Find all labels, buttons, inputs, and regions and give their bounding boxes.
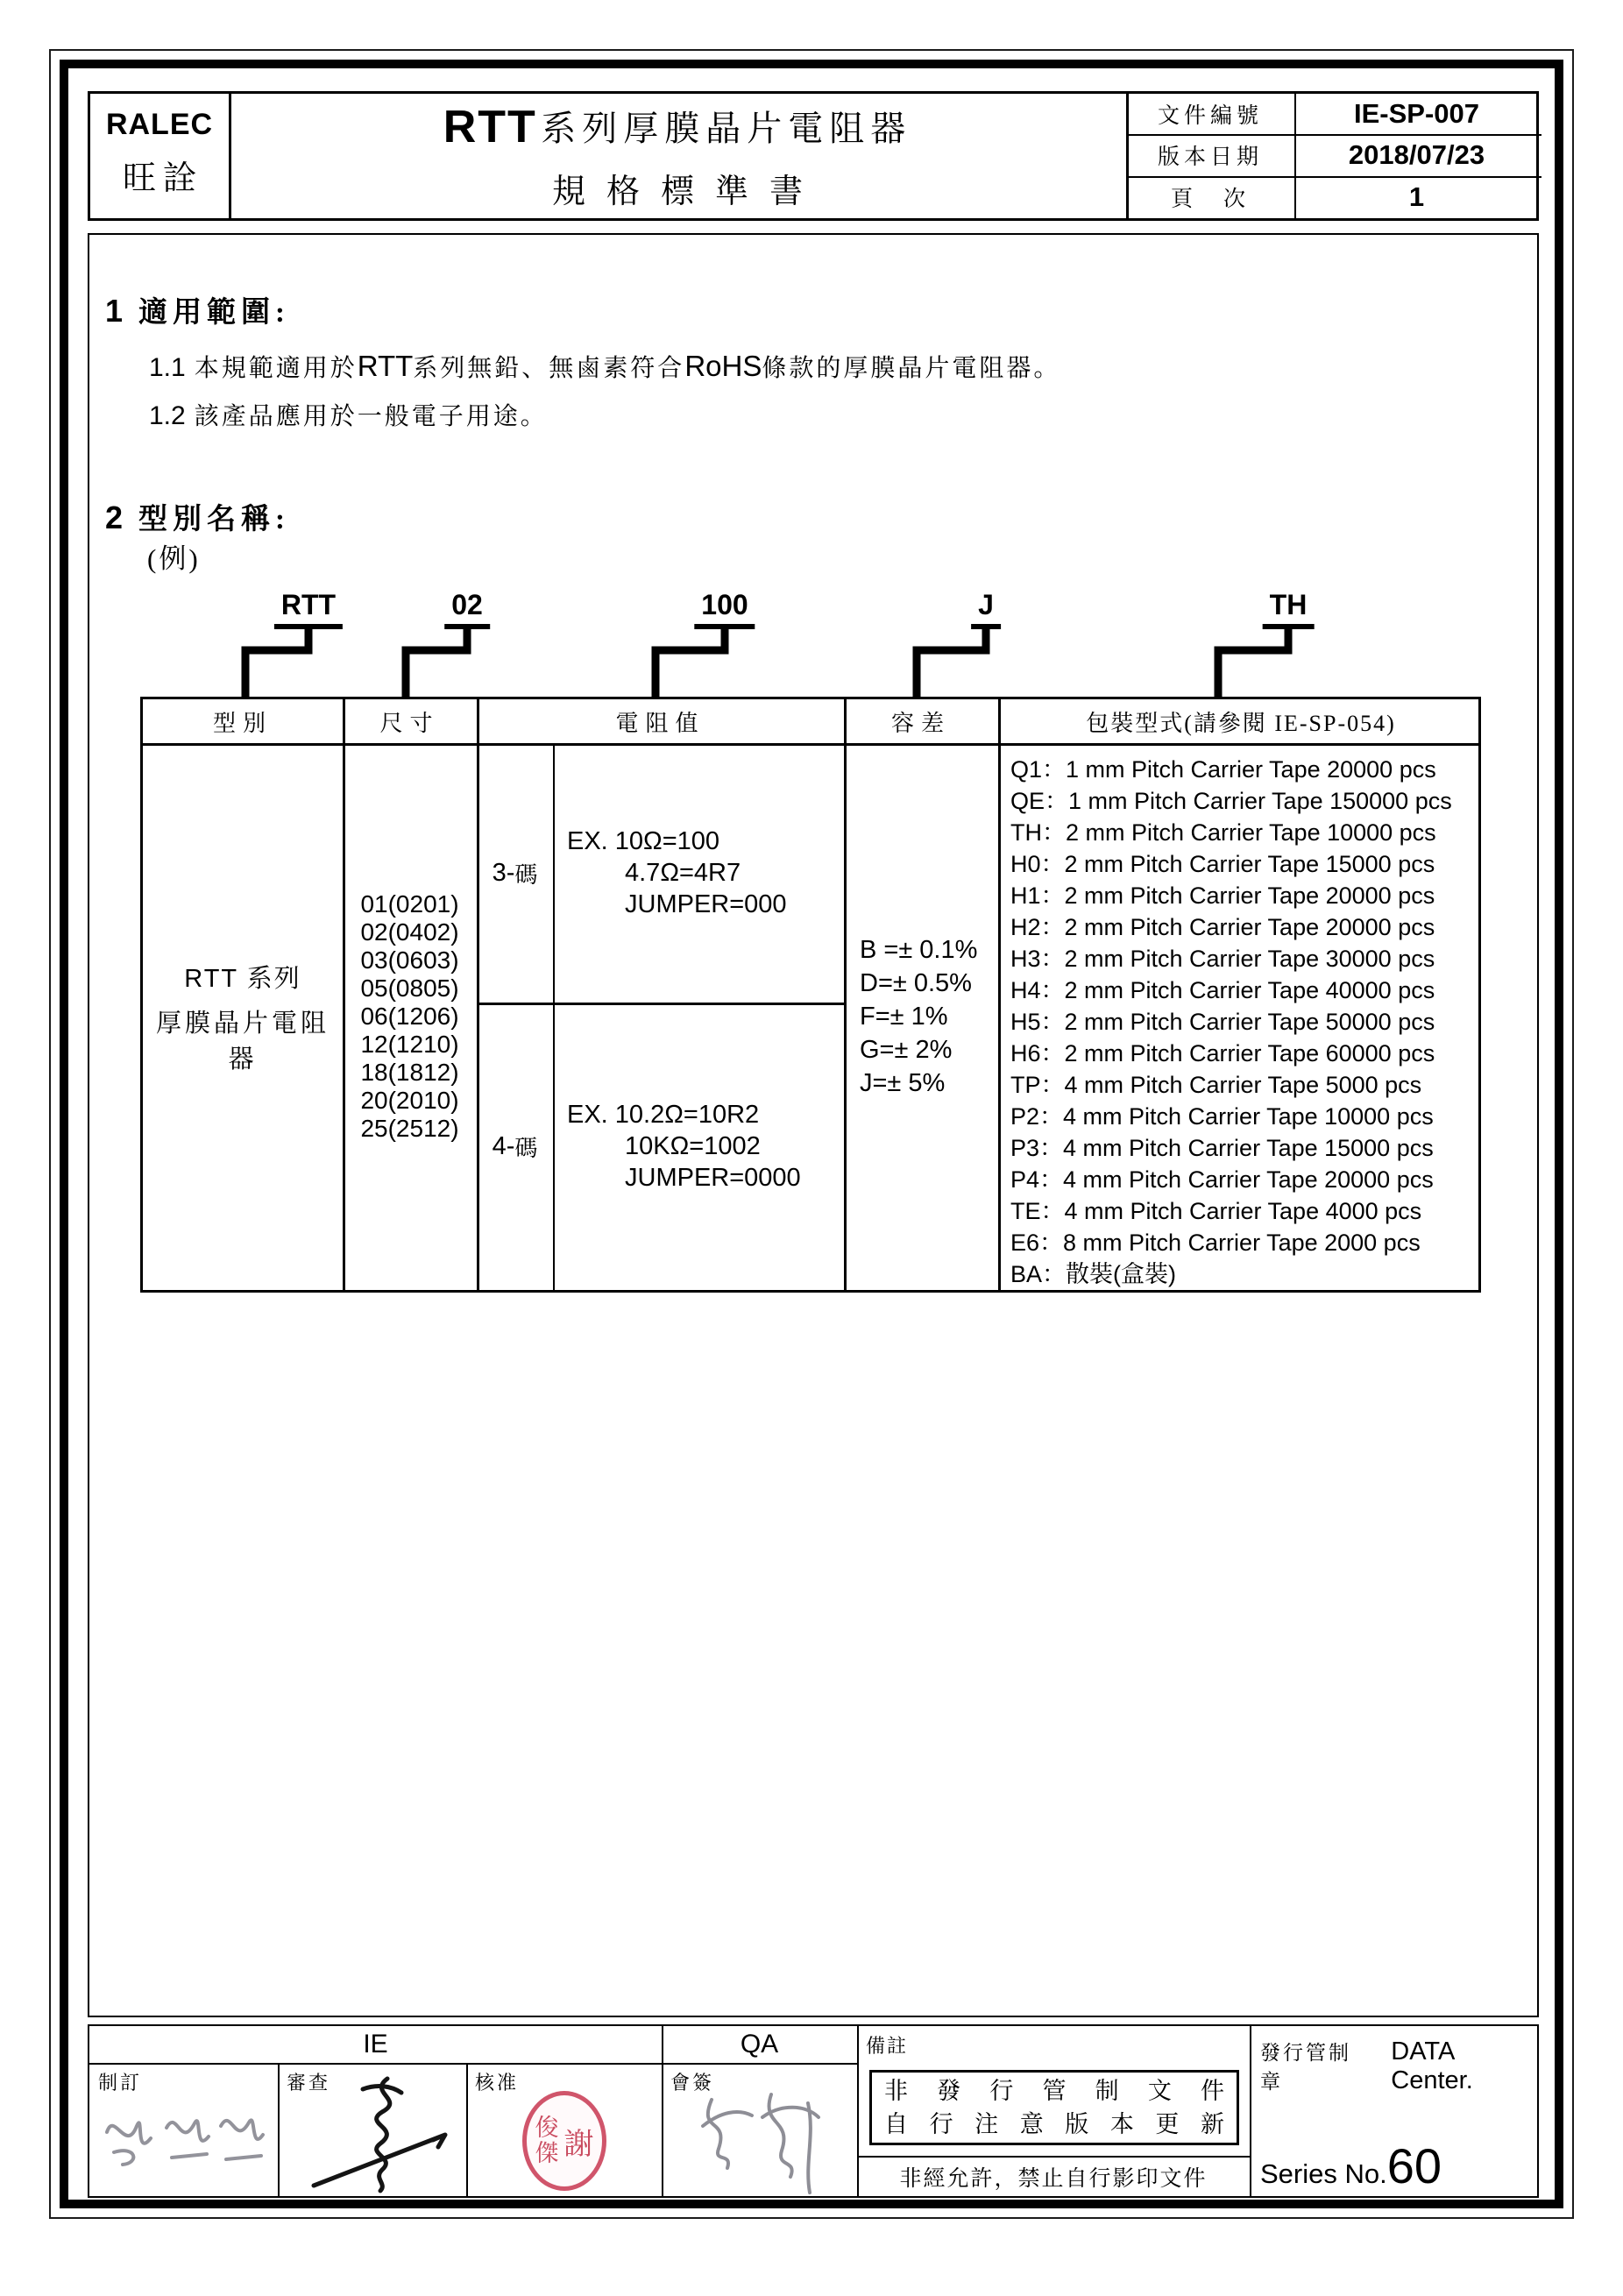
scope-text: 系列無鉛、無鹵素符合 bbox=[413, 355, 685, 382]
series-number-label: Series No. bbox=[1260, 2158, 1387, 2189]
series-code: RTT bbox=[443, 102, 537, 152]
stamp-char: 傑 bbox=[535, 2140, 559, 2166]
resistance-examples-3digit bbox=[553, 743, 844, 1003]
packaging-entry: TP：4 mm Pitch Carrier Tape 5000 pcs bbox=[1010, 1072, 1422, 1098]
pn-segment-resistance: 100 bbox=[694, 589, 755, 629]
col-header-resistance: 電阻值 bbox=[615, 710, 705, 736]
sign-label-draft: 制訂 bbox=[98, 2072, 143, 2094]
pn-segment-packaging: TH bbox=[1263, 589, 1315, 629]
scope-item-2 bbox=[149, 397, 548, 432]
digits-cn: 碼 bbox=[514, 1135, 538, 1161]
tolerance-entry: F=± 1% bbox=[860, 1003, 948, 1031]
dept-qa-header: QA bbox=[740, 2030, 779, 2059]
page-number-value: 1 bbox=[1408, 181, 1425, 212]
pn-segment-size: 02 bbox=[444, 589, 490, 629]
issue-stamp-label: 發行管制章 bbox=[1260, 2042, 1351, 2093]
part-number-table bbox=[140, 697, 1481, 1293]
resistance-example: JUMPER=000 bbox=[625, 890, 787, 918]
packaging-entry: H6：2 mm Pitch Carrier Tape 60000 pcs bbox=[1010, 1040, 1435, 1067]
document-title bbox=[229, 101, 1126, 153]
packaging-entry: H0：2 mm Pitch Carrier Tape 15000 pcs bbox=[1010, 851, 1435, 877]
size-code: 02(0402) bbox=[360, 918, 459, 946]
remark-label: 備註 bbox=[866, 2035, 909, 2057]
resistance-example: EX. 10Ω=100 bbox=[567, 827, 720, 855]
dept-ie-header: IE bbox=[363, 2030, 388, 2059]
pn-segment-tolerance: J bbox=[971, 589, 1001, 629]
tolerance-entry: G=± 2% bbox=[860, 1036, 953, 1064]
document-subtitle: 規格標準書 bbox=[551, 174, 824, 210]
tolerance-entry: B =± 0.1% bbox=[860, 936, 978, 964]
size-code: 18(1812) bbox=[360, 1059, 459, 1086]
digits-number: 4- bbox=[492, 1131, 515, 1160]
resistance-example: 10KΩ=1002 bbox=[625, 1132, 761, 1160]
packaging-entry: P4：4 mm Pitch Carrier Tape 20000 pcs bbox=[1010, 1166, 1434, 1193]
size-code: 12(1210) bbox=[360, 1031, 459, 1058]
packaging-entry: TH：2 mm Pitch Carrier Tape 10000 pcs bbox=[1010, 819, 1436, 846]
sign-label-review: 審查 bbox=[287, 2072, 331, 2094]
section-number: 2 bbox=[105, 500, 124, 535]
packaging-entry: P2：4 mm Pitch Carrier Tape 10000 pcs bbox=[1010, 1103, 1434, 1130]
col-header-size: 尺寸 bbox=[379, 710, 440, 736]
countersign-signature bbox=[677, 2065, 852, 2196]
digits-4-cell bbox=[477, 1003, 553, 1290]
packaging-entry: QE：1 mm Pitch Carrier Tape 150000 pcs bbox=[1010, 788, 1452, 814]
section-number: 1 bbox=[105, 293, 124, 329]
resistance-examples-4digit bbox=[553, 1003, 844, 1290]
page-number-label: 頁 次 bbox=[1170, 188, 1250, 211]
resistance-example: 4.7Ω=4R7 bbox=[625, 859, 741, 887]
section-scope-heading bbox=[105, 289, 290, 330]
series-line2: 厚膜晶片電阻器 bbox=[155, 1009, 330, 1074]
remark-line: 自行注意版本更新 bbox=[884, 2111, 1224, 2137]
remark-bottom-note: 非經允許，禁止自行影印文件 bbox=[899, 2167, 1208, 2191]
packaging-entry: P3：4 mm Pitch Carrier Tape 15000 pcs bbox=[1010, 1135, 1434, 1161]
sign-label-countersign: 會簽 bbox=[670, 2072, 715, 2094]
pn-segment-series: RTT bbox=[274, 589, 343, 629]
sign-label-approve: 核准 bbox=[475, 2072, 520, 2094]
digits-3-cell bbox=[477, 743, 553, 1003]
company-logo-cell bbox=[90, 94, 229, 218]
tolerance-entry: D=± 0.5% bbox=[860, 969, 972, 997]
remark-line: 非發行管制文件 bbox=[884, 2078, 1224, 2104]
size-code: 03(0603) bbox=[360, 946, 459, 974]
packaging-entry: TE：4 mm Pitch Carrier Tape 4000 pcs bbox=[1010, 1198, 1422, 1224]
packaging-entry: H3：2 mm Pitch Carrier Tape 30000 pcs bbox=[1010, 946, 1435, 972]
col-header-type: 型別 bbox=[212, 710, 273, 736]
size-code: 05(0805) bbox=[360, 974, 459, 1002]
remark-box bbox=[869, 2070, 1239, 2145]
size-code: 06(1206) bbox=[360, 1003, 459, 1030]
item-number: 1.2 bbox=[149, 401, 186, 430]
packaging-entry: E6：8 mm Pitch Carrier Tape 2000 pcs bbox=[1010, 1229, 1421, 1256]
packaging-entry: H2：2 mm Pitch Carrier Tape 20000 pcs bbox=[1010, 914, 1435, 940]
section-model-heading bbox=[105, 496, 290, 537]
tolerance-cell bbox=[844, 743, 998, 1290]
tolerance-entry: J=± 5% bbox=[860, 1069, 946, 1097]
resistance-example: EX. 10.2Ω=10R2 bbox=[567, 1101, 760, 1129]
section-title: 型別名稱: bbox=[138, 504, 291, 535]
doc-number-value: IE-SP-007 bbox=[1353, 98, 1479, 129]
resistance-example: JUMPER=0000 bbox=[625, 1164, 801, 1192]
series-number-value: 60 bbox=[1386, 2138, 1442, 2193]
scope-text: 條款的厚膜晶片電阻器。 bbox=[762, 355, 1061, 382]
col-header-tolerance: 容差 bbox=[890, 710, 951, 736]
scope-item-1 bbox=[149, 349, 1060, 384]
packaging-entry: H4：2 mm Pitch Carrier Tape 40000 pcs bbox=[1010, 977, 1435, 1003]
scope-text: 本規範適用於 bbox=[194, 355, 358, 382]
draft-signature bbox=[96, 2084, 272, 2182]
doc-number-label: 文件編號 bbox=[1157, 104, 1263, 128]
document-title-cell bbox=[229, 94, 1126, 218]
divider bbox=[278, 2063, 280, 2198]
size-codes-cell bbox=[343, 743, 477, 1290]
packaging-cell bbox=[998, 743, 1484, 1290]
example-label: (例) bbox=[147, 543, 201, 574]
stamp-given-name bbox=[535, 2115, 559, 2166]
revision-date-label: 版本日期 bbox=[1157, 145, 1263, 169]
document-header-table bbox=[88, 91, 1539, 221]
scope-text: 該產品應用於一般電子用途。 bbox=[194, 403, 548, 430]
issue-stamp-row bbox=[1260, 2037, 1537, 2095]
series-name-cell bbox=[143, 743, 343, 1290]
stamp-surname: 謝 bbox=[563, 2128, 594, 2161]
review-signature bbox=[289, 2066, 473, 2196]
section-title: 適用範圍: bbox=[138, 297, 291, 329]
company-name: RALEC bbox=[105, 108, 214, 141]
digits-cn: 碼 bbox=[514, 861, 538, 888]
size-code: 20(2010) bbox=[360, 1087, 459, 1114]
packaging-entry: H5：2 mm Pitch Carrier Tape 50000 pcs bbox=[1010, 1009, 1435, 1035]
scope-text-rtt: RTT bbox=[357, 350, 414, 382]
stamp-char: 俊 bbox=[535, 2115, 559, 2141]
revision-date-value: 2018/07/23 bbox=[1348, 139, 1485, 170]
issue-stamp-value: DATA Center. bbox=[1391, 2037, 1473, 2094]
company-name-chinese: 旺詮 bbox=[122, 160, 203, 197]
packaging-entry: BA：散裝(盒裝) bbox=[1010, 1261, 1176, 1287]
col-header-packaging: 包裝型式(請參閱 IE-SP-054) bbox=[1086, 710, 1396, 736]
digits-number: 3- bbox=[492, 858, 515, 887]
title-chinese: 系列厚膜晶片電阻器 bbox=[541, 109, 912, 148]
series-line1: RTT 系列 bbox=[184, 964, 301, 993]
item-number: 1.1 bbox=[149, 353, 186, 382]
size-code: 01(0201) bbox=[360, 890, 459, 918]
size-code: 25(2512) bbox=[360, 1115, 459, 1142]
divider bbox=[1250, 2026, 1251, 2198]
packaging-entry: H1：2 mm Pitch Carrier Tape 20000 pcs bbox=[1010, 882, 1435, 909]
scope-text-rohs: RoHS bbox=[684, 350, 762, 382]
approval-stamp bbox=[522, 2091, 606, 2191]
packaging-entry: Q1：1 mm Pitch Carrier Tape 20000 pcs bbox=[1010, 756, 1436, 783]
series-number-row bbox=[1260, 2138, 1442, 2193]
